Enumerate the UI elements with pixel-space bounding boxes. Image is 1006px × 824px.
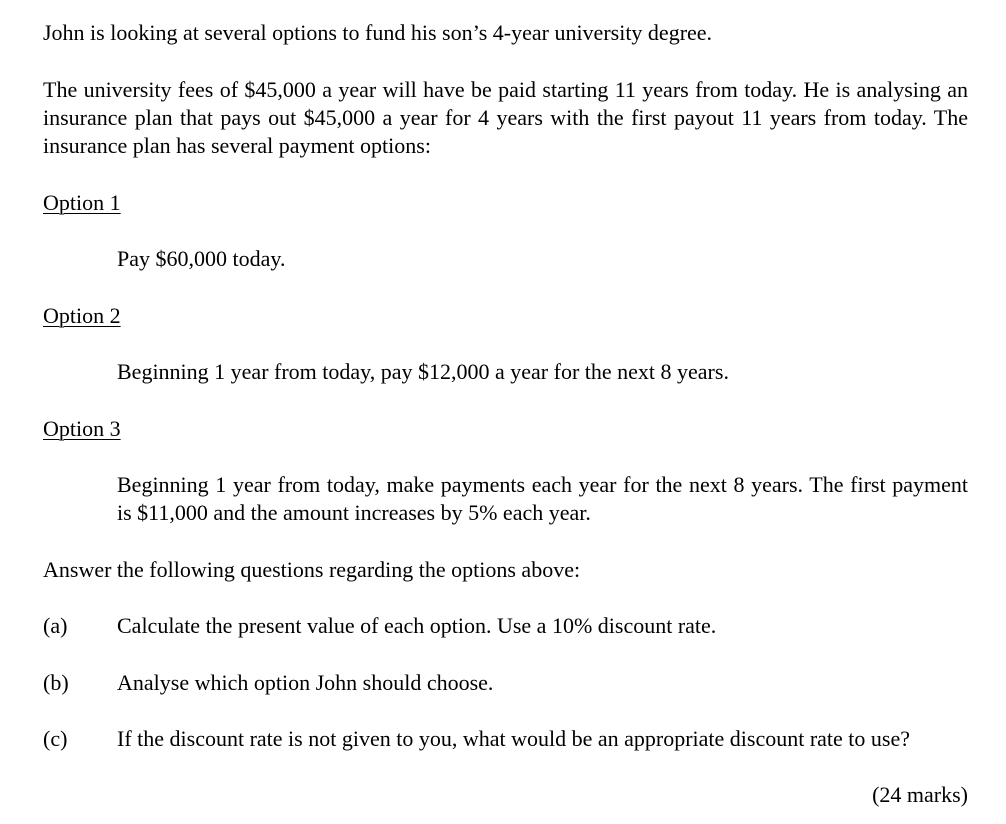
option-1-heading: Option 1	[43, 190, 121, 215]
marks-total: (24 marks)	[872, 782, 968, 807]
option-3-heading: Option 3	[43, 416, 121, 441]
question-label: (c)	[43, 726, 68, 751]
background-paragraph: The university fees of $45,000 a year will have be paid starting 11 years from today. He is analysing an insurance plan that pays out $45,000 a year for 4 years with the first payout 11 years from today. The insurance plan has several payment options:	[43, 77, 968, 158]
question-text: If the discount rate is not given to you, what would be an appropriate discount rate to use?	[117, 726, 911, 751]
question-label: (b)	[43, 670, 69, 695]
option-3-text: Beginning 1 year from today, make payments each year for the next 8 years. The first payment is $11,000 and the amount increases by 5% each year.	[117, 472, 968, 525]
option-2-heading: Option 2	[43, 303, 121, 328]
option-1-text: Pay $60,000 today.	[117, 246, 286, 271]
question-text: Calculate the present value of each option. Use a 10% discount rate.	[117, 613, 717, 638]
question-text: Analyse which option John should choose.	[117, 670, 494, 695]
option-2-text: Beginning 1 year from today, pay $12,000 a year for the next 8 years.	[117, 359, 729, 384]
question-label: (a)	[43, 613, 68, 638]
intro-paragraph: John is looking at several options to fund his son’s 4-year university degree.	[43, 20, 713, 45]
questions-intro: Answer the following questions regarding the options above:	[43, 557, 581, 582]
